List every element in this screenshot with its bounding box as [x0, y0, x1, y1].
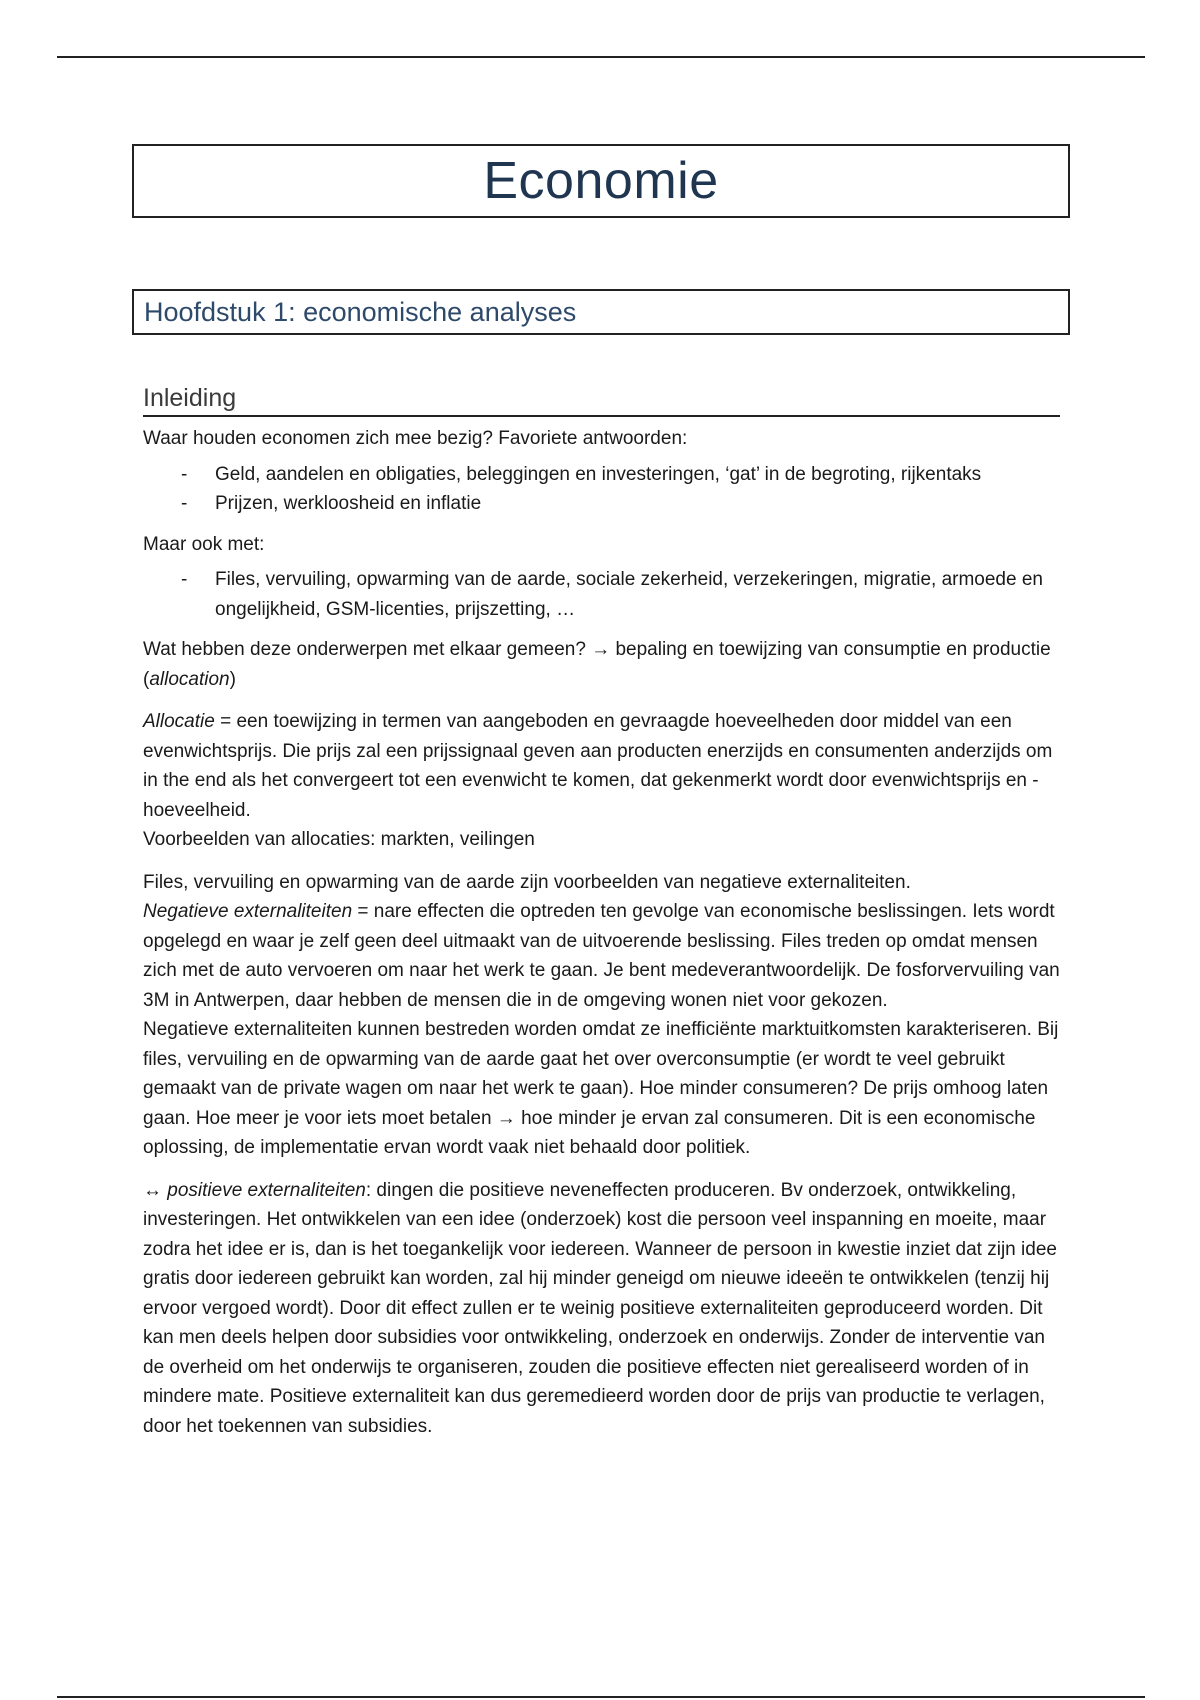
document-title: Economie: [483, 152, 719, 210]
allocation-paragraph: [143, 707, 1068, 855]
positive-definition: : dingen die positieve neveneffecten produceren. Bv onderzoek, ontwikkeling, investeringen. Het ontwikkelen van een idee (onderzoek) kost die persoon veel inspanning en moeite, maar zodra het idee er is, dan is het toegankelijk voor iedereen. Wanneer de persoon in kwestie inziet dat zijn idee gratis door iedereen gebruikt kan worden, zal hij minder geneigd om nieuwe ideeën te ontwikkelen (tenzij hij ervoor vergoed wordt). Door dit effect zullen er te weinig positieve externaliteiten geproduceerd worden. Dit kan men deels helpen door subsidies voor ontwikkeling, onderzoek en onderwijs. Zonder de interventie van de overheid om het onderwijs te organiseren, zouden die positieve effecten niet gerealiseerd worden of in mindere mate. Positieve externaliteit kan dus geremedieerd worden door de prijs van productie te verlagen, door het toekennen van subsidies.: [143, 1179, 1057, 1437]
footer-rule: [57, 1696, 1145, 1698]
negative-intro: Files, vervuiling en opwarming van de aarde zijn voorbeelden van negatieve externaliteiten.: [143, 871, 911, 893]
common-question-end: ): [229, 668, 236, 690]
positive-externalities-paragraph: [143, 1176, 1068, 1442]
negative-externalities-paragraph: [143, 868, 1068, 1163]
chapter-heading: Hoofdstuk 1: economische analyses: [144, 296, 577, 327]
also-list: [143, 565, 1068, 624]
section-heading: [143, 384, 1060, 417]
allocation-examples: Voorbeelden van allocaties: markten, veilingen: [143, 829, 535, 850]
allocation-definition: = een toewijzing in termen van aangeboden en gevraagde hoeveelheden door middel van een evenwichtsprijs. Die prijs zal een prijssignaal geven aan producten enerzijds en consumenten anderzijds om in the end als het convergeert tot een evenwicht te komen, dat gekenmerkt wordt door evenwichtsprijs en -hoeveelheid.: [143, 711, 1053, 821]
negative-definition: = nare effecten die optreden ten gevolge van economische beslissingen. Iets wordt opgelegd en waar je zelf geen deel uitmaakt van de uitvoerende beslissing. Files treden op omdat mensen zich met de auto vervoeren om naar het werk te gaan. Je bent medeverantwoordelijk. De fosforvervuiling van 3M in Antwerpen, daar hebben de mensen die in de omgeving wonen niet voor gekozen.: [143, 901, 1060, 1011]
body-text: [143, 424, 1068, 1454]
section-title: Inleiding: [143, 384, 237, 412]
common-question-paragraph: [143, 635, 1068, 694]
intro-question: Waar houden economen zich mee bezig? Favoriete antwoorden:: [143, 428, 688, 449]
positive-term: positieve externaliteiten: [167, 1179, 366, 1201]
also-label: Maar ook met:: [143, 533, 265, 555]
common-question-text: Wat hebben deze onderwerpen met elkaar gemeen? → bepaling en toewijzing van consumptie en productie (: [143, 639, 1051, 690]
list-item: - Prijzen, werkloosheid en inflatie: [143, 489, 1068, 519]
title-box: [132, 144, 1070, 218]
favorite-answers-list: [143, 460, 1068, 519]
chapter-heading-box: [132, 289, 1070, 335]
negative-term: Negatieve externaliteiten: [143, 901, 353, 922]
bidirectional-arrow: ↔: [143, 1179, 168, 1201]
header-rule: [57, 56, 1145, 58]
allocation-english-term: allocation: [149, 668, 230, 690]
list-item: - Geld, aandelen en obligaties, beleggingen en investeringen, ‘gat’ in de begroting, rijkentaks: [143, 460, 1068, 490]
allocation-term: Allocatie: [143, 711, 215, 732]
list-item: - Files, vervuiling, opwarming van de aarde, sociale zekerheid, verzekeringen, migratie, armoede en ongelijkheid, GSM-licenties, prijszetting, …: [143, 565, 1068, 624]
negative-fight: Negatieve externaliteiten kunnen bestreden worden omdat ze inefficiënte marktuitkomsten karakteriseren. Bij files, vervuiling en de opwarming van de aarde gaat het over overconsumptie (er wordt te veel gebruikt gemaakt van de private wagen om naar het werk te gaan). Hoe minder consumeren? De prijs omhoog laten gaan. Hoe meer je voor iets moet betalen → hoe minder je ervan zal consumeren. Dit is een economische oplossing, de implementatie ervan wordt vaak niet behaald door politiek.: [143, 1019, 1059, 1158]
